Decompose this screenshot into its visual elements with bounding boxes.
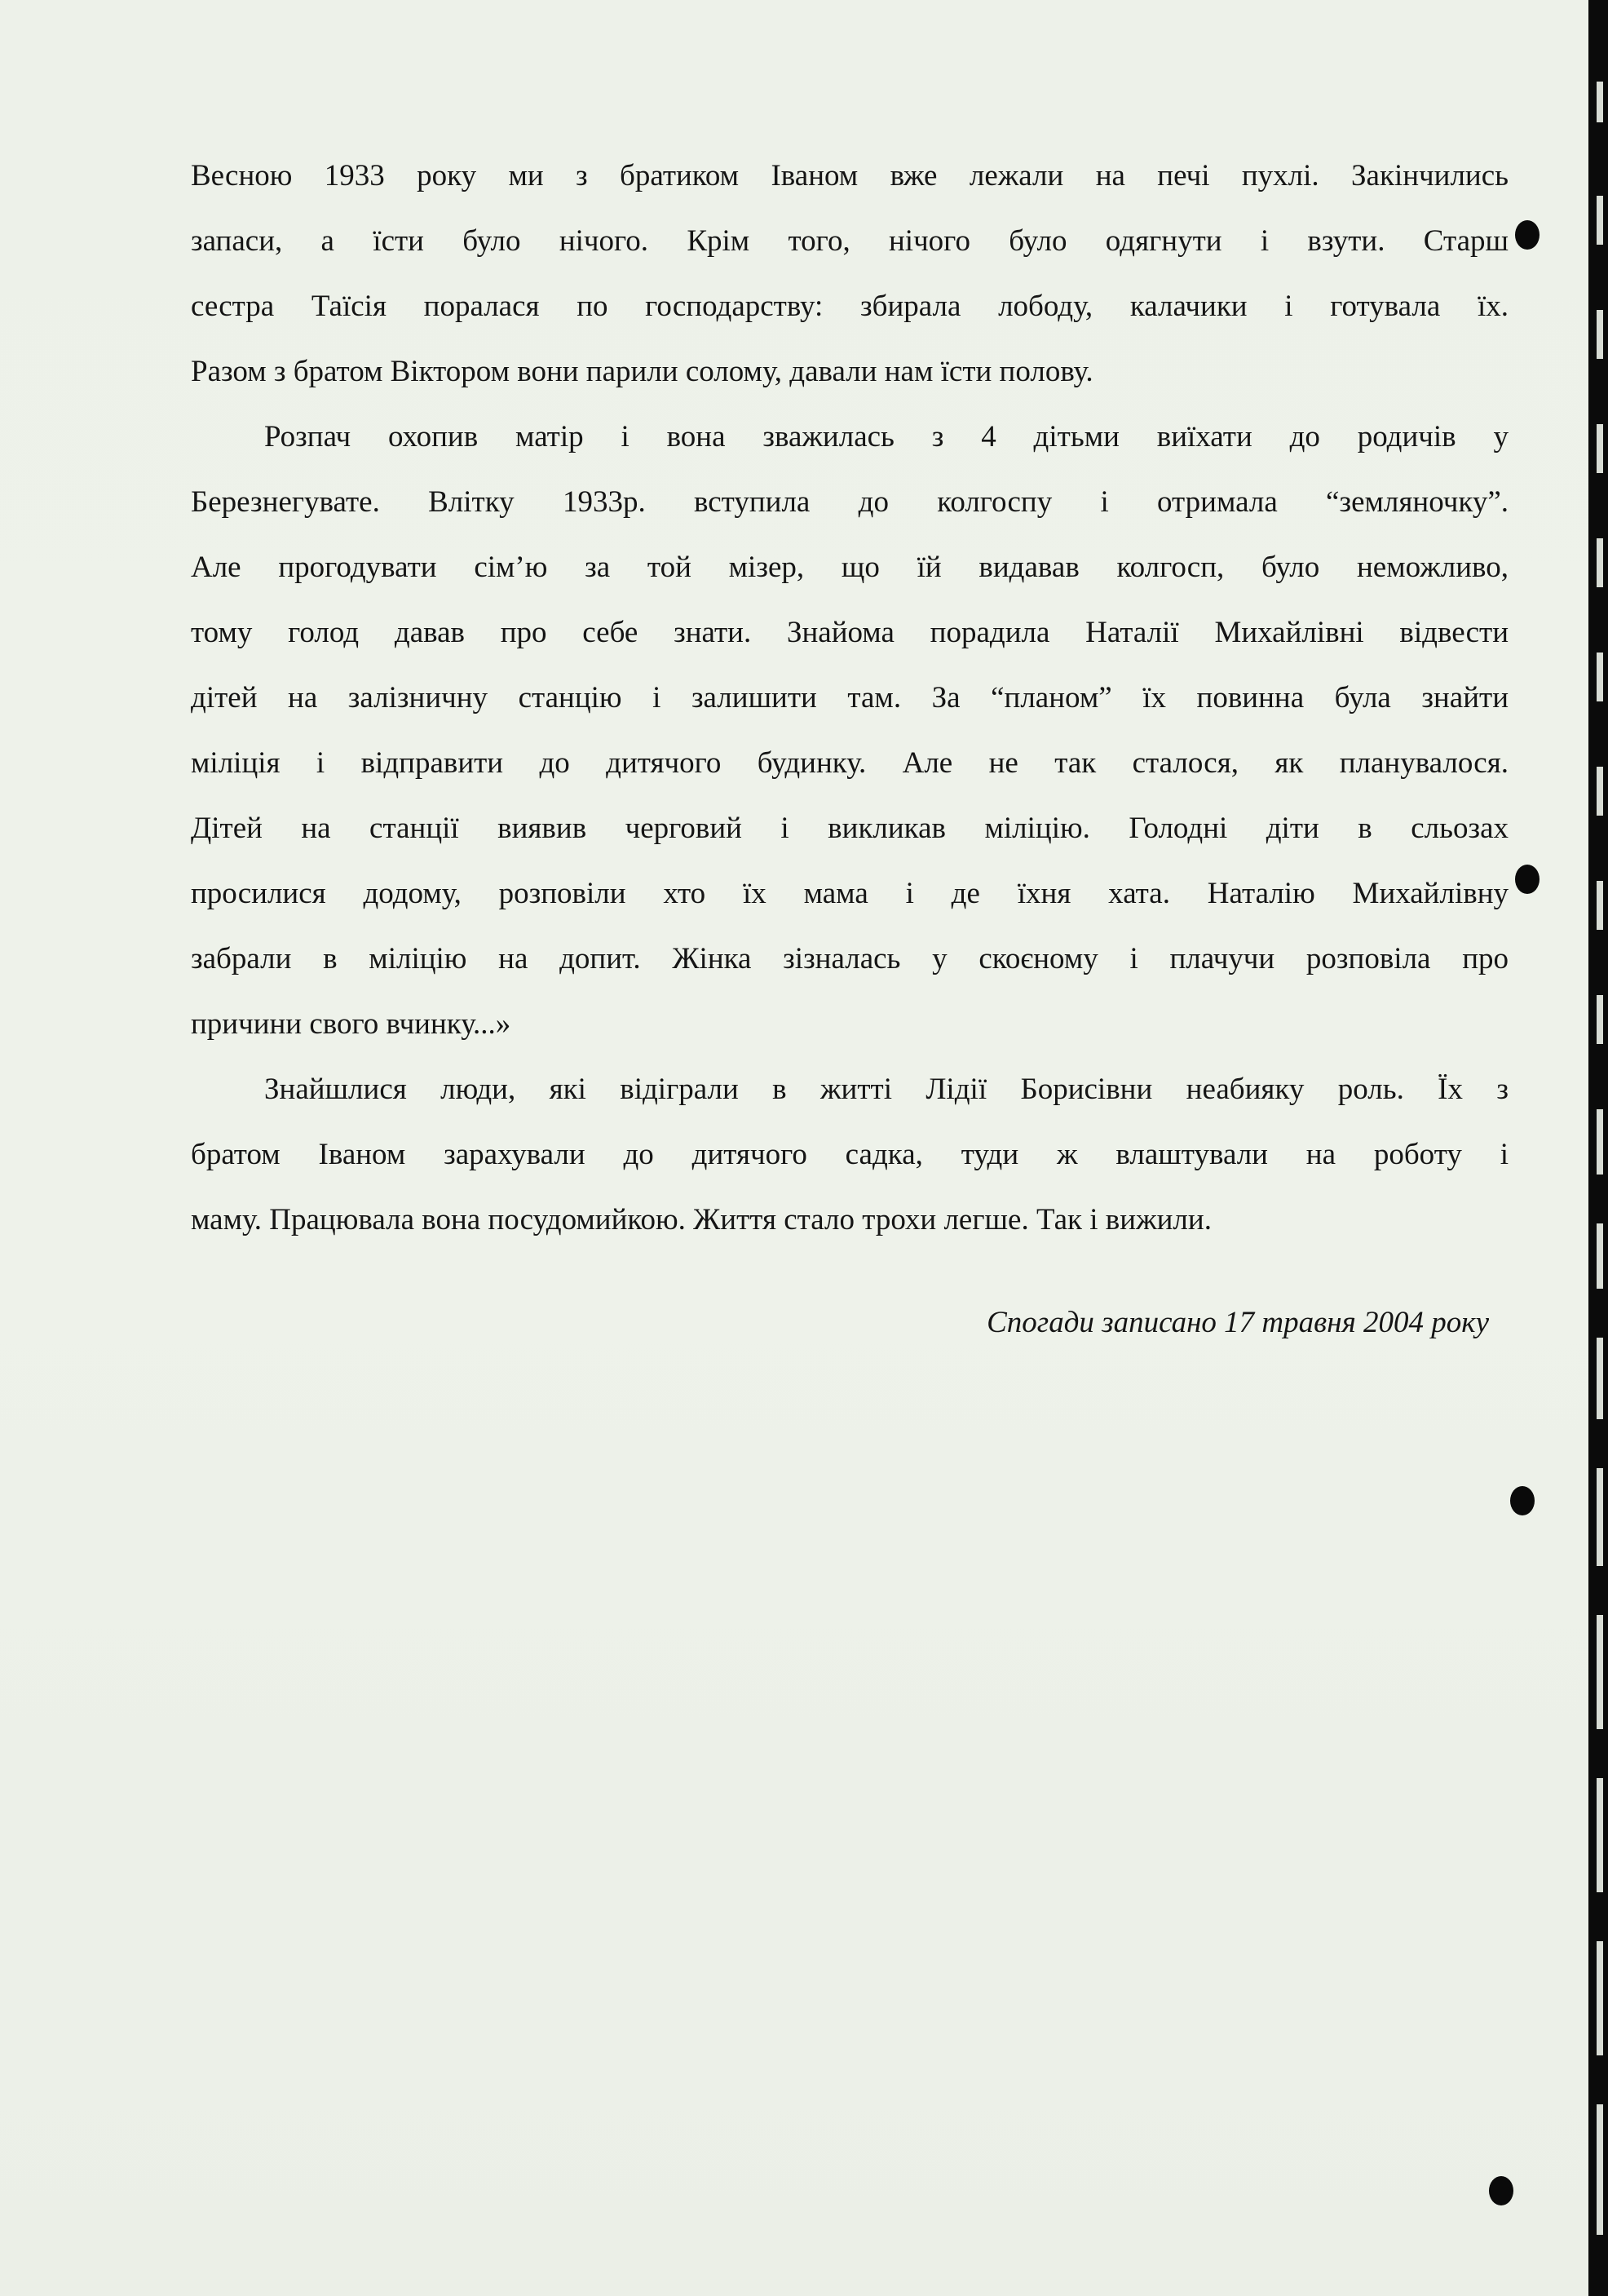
text-line: Разом з братом Віктором вони парили солому, давали нам їсти полову. bbox=[191, 355, 1093, 388]
signature-date: Спогади записано 17 травня 2004 року bbox=[987, 1306, 1489, 1339]
text-line: маму. Працювала вона посудомийкою. Життя стало трохи легше. Так і вижили. bbox=[191, 1203, 1212, 1236]
text-line: просилися додому, розповіли хто їх мама і де їхня хата. Наталію Михайлівну bbox=[191, 877, 1509, 910]
text-line: Дітей на станції виявив черговий і викликав міліцію. Голодні діти в сльозах bbox=[191, 812, 1509, 845]
scan-edge bbox=[1588, 0, 1608, 2296]
punch-hole bbox=[1510, 1486, 1535, 1515]
text-line: причини свого вчинку...» bbox=[191, 1007, 511, 1041]
text-line: сестра Таїсія поралася по господарству: збирала лободу, калачики і готувала їх. bbox=[191, 290, 1509, 323]
paragraph-start-line: Знайшлися люди, які відіграли в житті Лідії Борисівни неабияку роль. Їх з bbox=[264, 1073, 1509, 1106]
text-line: Весною 1933 року ми з братиком Іваном вже лежали на печі пухлі. Закінчились bbox=[191, 159, 1509, 192]
text-line: забрали в міліцію на допит. Жінка зізналась у скоєному і плачучи розповіла про bbox=[191, 942, 1509, 975]
text-line: міліція і відправити до дитячого будинку. Але не так сталося, як планувалося. bbox=[191, 746, 1509, 780]
punch-hole bbox=[1515, 865, 1540, 894]
text-line: запаси, а їсти було нічого. Крім того, нічого було одягнути і взути. Старш bbox=[191, 224, 1509, 258]
punch-hole bbox=[1489, 2176, 1513, 2205]
text-line: Але прогодувати сім’ю за той мізер, що їй видавав колгосп, було неможливо, bbox=[191, 551, 1509, 584]
text-line: Березнегувате. Влітку 1933р. вступила до колгоспу і отримала “земляночку”. bbox=[191, 485, 1509, 519]
text-line: братом Іваном зарахували до дитячого садка, туди ж влаштували на роботу і bbox=[191, 1138, 1509, 1171]
text-line: тому голод давав про себе знати. Знайома порадила Наталії Михайлівні відвести bbox=[191, 616, 1509, 649]
text-line: дітей на залізничну станцію і залишити там. За “планом” їх повинна була знайти bbox=[191, 681, 1509, 714]
punch-hole bbox=[1515, 220, 1540, 250]
paragraph-start-line: Розпач охопив матір і вона зважилась з 4 дітьми виїхати до родичів у bbox=[264, 420, 1509, 453]
body-text bbox=[191, 144, 1509, 1253]
